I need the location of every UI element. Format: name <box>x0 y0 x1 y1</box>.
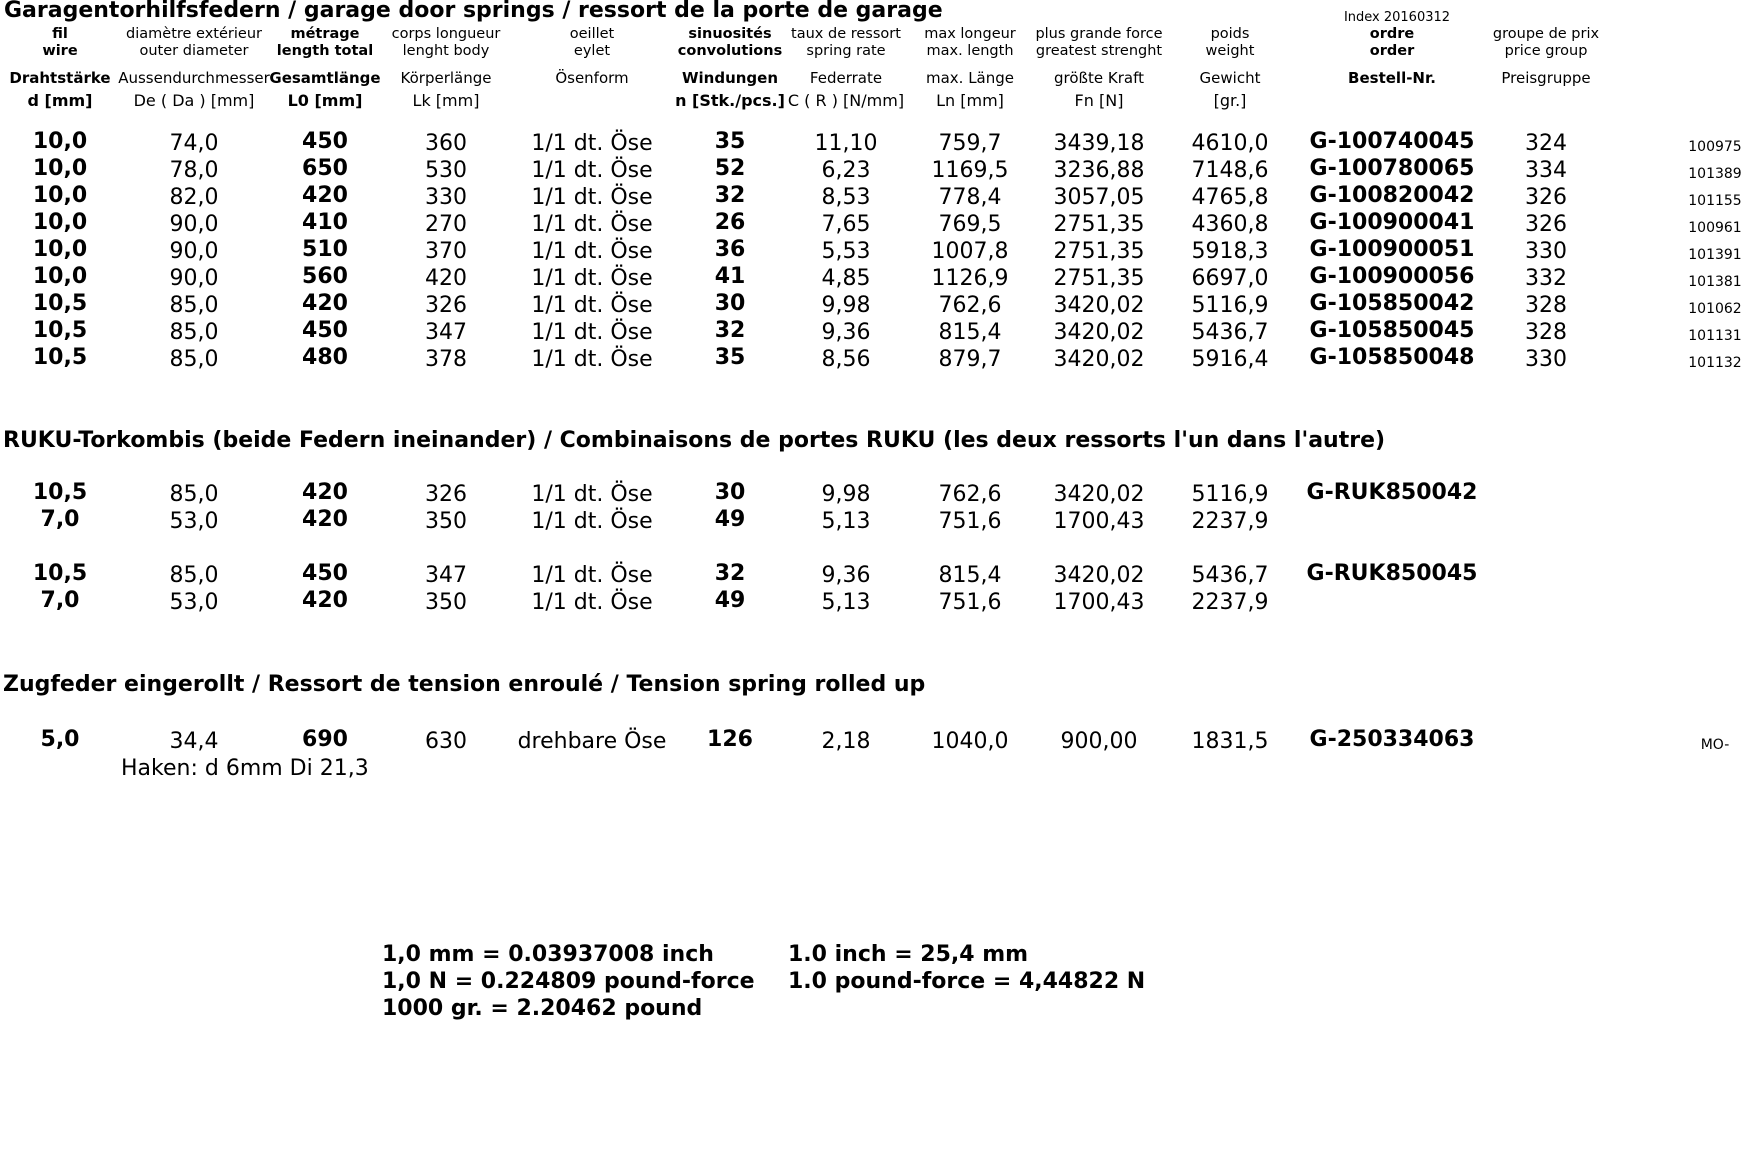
cell-outer: 74,0 <box>169 131 219 156</box>
cell-price: 326 <box>1525 185 1567 210</box>
cell-maxlen: 769,5 <box>938 212 1002 237</box>
cell-weight: 5116,9 <box>1191 293 1269 318</box>
header-length-fr: métrage <box>290 26 360 42</box>
cell-eyelet: 1/1 dt. Öse <box>531 563 653 588</box>
cell-ref: MO- <box>1700 737 1730 753</box>
cell-length: 480 <box>302 345 348 370</box>
cell-outer: 85,0 <box>169 293 219 318</box>
cell-maxlen: 751,6 <box>938 590 1002 615</box>
cell-force: 900,00 <box>1060 729 1138 754</box>
cell-conv: 32 <box>714 183 746 208</box>
cell-maxlen: 1007,8 <box>931 239 1009 264</box>
cell-rate: 5,13 <box>821 590 871 615</box>
cell-maxlen: 1040,0 <box>931 729 1009 754</box>
cell-force: 3420,02 <box>1053 293 1145 318</box>
cell-eyelet: 1/1 dt. Öse <box>531 266 653 291</box>
cell-eyelet: drehbare Öse <box>517 729 667 754</box>
cell-outer: 85,0 <box>169 482 219 507</box>
cell-outer: 82,0 <box>169 185 219 210</box>
cell-wire: 10,5 <box>32 561 88 586</box>
conversions-left <box>382 941 755 1022</box>
header-conv-fr: sinuosités <box>688 26 772 42</box>
cell-price: 332 <box>1525 266 1567 291</box>
header-maxlen-de: max. Länge <box>925 69 1015 87</box>
cell-length: 420 <box>302 291 348 316</box>
cell-weight: 5916,4 <box>1191 347 1269 372</box>
header-outer-unit: De ( Da ) [mm] <box>133 91 255 110</box>
cell-ref: 100961 <box>1688 220 1742 236</box>
header-rate-fr: taux de ressort <box>791 26 901 42</box>
cell-order: G-100740045 <box>1309 129 1475 154</box>
cell-outer: 90,0 <box>169 266 219 291</box>
cell-price: 334 <box>1525 158 1567 183</box>
cell-wire: 10,5 <box>32 480 88 505</box>
cell-outer: 90,0 <box>169 212 219 237</box>
cell-price: 328 <box>1525 320 1567 345</box>
cell-rate: 8,53 <box>821 185 871 210</box>
cell-order: G-RUK850045 <box>1306 561 1478 586</box>
cell-weight: 4360,8 <box>1191 212 1269 237</box>
table-row <box>0 347 1749 374</box>
cell-length: 420 <box>302 183 348 208</box>
cell-order: G-RUK850042 <box>1306 480 1478 505</box>
table-row <box>0 212 1749 239</box>
cell-weight: 5918,3 <box>1191 239 1269 264</box>
cell-force: 3057,05 <box>1053 185 1145 210</box>
table-row <box>0 293 1749 320</box>
cell-price: 330 <box>1525 239 1567 264</box>
table-row <box>0 266 1749 293</box>
cell-length: 560 <box>302 264 348 289</box>
cell-wire: 5,0 <box>40 727 80 752</box>
table-row <box>0 509 1749 536</box>
index-label: Index 20160312 <box>1343 10 1451 25</box>
cell-outer: 78,0 <box>169 158 219 183</box>
cell-rate: 4,85 <box>821 266 871 291</box>
cell-outer: 53,0 <box>169 509 219 534</box>
header-rate-unit: C ( R ) [N/mm] <box>787 91 905 110</box>
cell-weight: 1831,5 <box>1191 729 1269 754</box>
tension-note: Haken: d 6mm Di 21,3 <box>121 756 369 781</box>
cell-body: 270 <box>425 212 467 237</box>
cell-force: 3420,02 <box>1053 320 1145 345</box>
table-row <box>0 563 1749 590</box>
cell-force: 1700,43 <box>1053 509 1145 534</box>
cell-length: 510 <box>302 237 348 262</box>
cell-conv: 36 <box>714 237 746 262</box>
header-wire-fr: fil <box>52 26 68 42</box>
cell-weight: 2237,9 <box>1191 590 1269 615</box>
cell-body: 370 <box>425 239 467 264</box>
cell-rate: 7,65 <box>821 212 871 237</box>
header-body-fr: corps longueur <box>391 26 501 42</box>
cell-maxlen: 778,4 <box>938 185 1002 210</box>
cell-length: 420 <box>302 480 348 505</box>
cell-body: 347 <box>425 320 467 345</box>
cell-rate: 9,36 <box>821 320 871 345</box>
cell-ref: 101155 <box>1688 193 1742 209</box>
cell-rate: 11,10 <box>814 131 878 156</box>
cell-outer: 85,0 <box>169 563 219 588</box>
cell-force: 3420,02 <box>1053 482 1145 507</box>
cell-force: 1700,43 <box>1053 590 1145 615</box>
cell-eyelet: 1/1 dt. Öse <box>531 509 653 534</box>
cell-outer: 53,0 <box>169 590 219 615</box>
header-force-de: größte Kraft <box>1054 69 1144 87</box>
header-rate-de: Federrate <box>809 69 883 87</box>
header-order-de: Bestell-Nr. <box>1348 69 1436 87</box>
cell-body: 420 <box>425 266 467 291</box>
cell-rate: 5,13 <box>821 509 871 534</box>
cell-conv: 30 <box>714 291 746 316</box>
header-force-en: greatest strenght <box>1035 43 1163 59</box>
cell-wire: 7,0 <box>40 588 80 613</box>
cell-conv: 35 <box>714 345 746 370</box>
cell-weight: 4765,8 <box>1191 185 1269 210</box>
cell-maxlen: 815,4 <box>938 320 1002 345</box>
header-eyelet-de: Ösenform <box>555 69 629 87</box>
cell-price: 326 <box>1525 212 1567 237</box>
header-maxlen-fr: max longeur <box>924 26 1016 42</box>
header-maxlen-en: max. length <box>926 43 1014 59</box>
header-length-unit: L0 [mm] <box>287 91 363 110</box>
cell-order: G-105850048 <box>1309 345 1475 370</box>
header-wire-en: wire <box>42 43 78 59</box>
header-eyelet-fr: oeillet <box>569 26 615 42</box>
table-row <box>0 131 1749 158</box>
cell-weight: 7148,6 <box>1191 158 1269 183</box>
cell-conv: 35 <box>714 129 746 154</box>
header-rate-en: spring rate <box>806 43 886 59</box>
cell-force: 3420,02 <box>1053 563 1145 588</box>
cell-conv: 32 <box>714 318 746 343</box>
cell-price: 324 <box>1525 131 1567 156</box>
header-body-unit: Lk [mm] <box>412 91 480 110</box>
cell-body: 350 <box>425 509 467 534</box>
conversion-gr-pound: 1000 gr. = 2.20462 pound <box>382 996 703 1021</box>
header-conv-de: Windungen <box>681 69 779 87</box>
cell-conv: 52 <box>714 156 746 181</box>
cell-outer: 90,0 <box>169 239 219 264</box>
cell-rate: 5,53 <box>821 239 871 264</box>
cell-wire: 7,0 <box>40 507 80 532</box>
table-row <box>0 320 1749 347</box>
cell-conv: 126 <box>707 727 753 752</box>
cell-conv: 49 <box>714 588 746 613</box>
cell-wire: 10,0 <box>32 237 88 262</box>
header-weight-de: Gewicht <box>1199 69 1261 87</box>
header-weight-en: weight <box>1205 43 1255 59</box>
cell-eyelet: 1/1 dt. Öse <box>531 239 653 264</box>
cell-body: 350 <box>425 590 467 615</box>
header-length-de: Gesamtlänge <box>269 69 381 87</box>
cell-order: G-100900041 <box>1309 210 1475 235</box>
cell-maxlen: 762,6 <box>938 293 1002 318</box>
header-weight-unit: [gr.] <box>1213 91 1247 110</box>
cell-wire: 10,0 <box>32 129 88 154</box>
cell-eyelet: 1/1 dt. Öse <box>531 212 653 237</box>
cell-conv: 41 <box>714 264 746 289</box>
cell-body: 630 <box>425 729 467 754</box>
cell-order: G-100780065 <box>1309 156 1475 181</box>
cell-conv: 32 <box>714 561 746 586</box>
table-row <box>0 482 1749 509</box>
table-row <box>0 239 1749 266</box>
cell-order: G-250334063 <box>1309 727 1475 752</box>
header-outer-de: Aussendurchmesser <box>118 69 270 87</box>
cell-eyelet: 1/1 dt. Öse <box>531 482 653 507</box>
header-price-fr: groupe de prix <box>1492 26 1600 42</box>
cell-ref: 100975 <box>1688 139 1742 155</box>
cell-ref: 101062 <box>1688 301 1742 317</box>
cell-rate: 9,36 <box>821 563 871 588</box>
cell-weight: 5436,7 <box>1191 563 1269 588</box>
cell-rate: 9,98 <box>821 293 871 318</box>
cell-ref: 101389 <box>1688 166 1742 182</box>
cell-rate: 8,56 <box>821 347 871 372</box>
page-title: Garagentorhilfsfedern / garage door springs / ressort de la porte de garage <box>4 0 943 23</box>
cell-conv: 49 <box>714 507 746 532</box>
cell-wire: 10,0 <box>32 264 88 289</box>
conversions-right <box>788 941 1145 995</box>
cell-body: 326 <box>425 482 467 507</box>
header-order-en: order <box>1369 43 1415 59</box>
cell-outer: 85,0 <box>169 320 219 345</box>
header-force-unit: Fn [N] <box>1074 91 1124 110</box>
cell-ref: 101381 <box>1688 274 1742 290</box>
cell-eyelet: 1/1 dt. Öse <box>531 293 653 318</box>
header-weight-fr: poids <box>1210 26 1250 42</box>
cell-wire: 10,5 <box>32 345 88 370</box>
cell-maxlen: 1169,5 <box>931 158 1009 183</box>
cell-order: G-105850042 <box>1309 291 1475 316</box>
cell-rate: 9,98 <box>821 482 871 507</box>
cell-eyelet: 1/1 dt. Öse <box>531 131 653 156</box>
cell-eyelet: 1/1 dt. Öse <box>531 158 653 183</box>
cell-wire: 10,5 <box>32 318 88 343</box>
cell-price: 330 <box>1525 347 1567 372</box>
cell-body: 360 <box>425 131 467 156</box>
cell-force: 2751,35 <box>1053 212 1145 237</box>
cell-force: 2751,35 <box>1053 239 1145 264</box>
cell-weight: 5116,9 <box>1191 482 1269 507</box>
cell-maxlen: 879,7 <box>938 347 1002 372</box>
cell-rate: 2,18 <box>821 729 871 754</box>
cell-ref: 101131 <box>1688 328 1742 344</box>
table-row <box>0 158 1749 185</box>
cell-ref: 101391 <box>1688 247 1742 263</box>
cell-length: 450 <box>302 318 348 343</box>
cell-weight: 4610,0 <box>1191 131 1269 156</box>
header-outer-en: outer diameter <box>139 43 249 59</box>
cell-wire: 10,0 <box>32 156 88 181</box>
cell-order: G-100900056 <box>1309 264 1475 289</box>
table-row <box>0 590 1749 617</box>
cell-length: 420 <box>302 507 348 532</box>
cell-outer: 34,4 <box>169 729 219 754</box>
cell-wire: 10,0 <box>32 210 88 235</box>
cell-eyelet: 1/1 dt. Öse <box>531 347 653 372</box>
header-body-en: lenght body <box>402 43 490 59</box>
cell-body: 530 <box>425 158 467 183</box>
conversion-lbf-n: 1.0 pound-force = 4,44822 N <box>788 969 1146 994</box>
header-eyelet-en: eylet <box>573 43 611 59</box>
cell-wire: 10,0 <box>32 183 88 208</box>
cell-length: 450 <box>302 561 348 586</box>
header-force-fr: plus grande force <box>1035 26 1163 42</box>
tension-section-title: Zugfeder eingerollt / Ressort de tension enroulé / Tension spring rolled up <box>3 672 926 697</box>
cell-weight: 5436,7 <box>1191 320 1269 345</box>
cell-length: 410 <box>302 210 348 235</box>
cell-rate: 6,23 <box>821 158 871 183</box>
cell-ref: 101132 <box>1688 355 1742 371</box>
header-wire-de: Drahtstärke <box>9 69 111 87</box>
cell-order: G-100820042 <box>1309 183 1475 208</box>
cell-length: 450 <box>302 129 348 154</box>
cell-maxlen: 815,4 <box>938 563 1002 588</box>
conversion-inch-mm: 1.0 inch = 25,4 mm <box>788 942 1029 967</box>
header-outer-fr: diamètre extérieur <box>126 26 262 42</box>
header-price-de: Preisgruppe <box>1501 69 1591 87</box>
cell-body: 378 <box>425 347 467 372</box>
header-body-de: Körperlänge <box>400 69 492 87</box>
conversion-n-lbf: 1,0 N = 0.224809 pound-force <box>382 969 755 994</box>
header-wire-unit: d [mm] <box>27 91 93 110</box>
cell-force: 3420,02 <box>1053 347 1145 372</box>
cell-eyelet: 1/1 dt. Öse <box>531 590 653 615</box>
cell-order: G-105850045 <box>1309 318 1475 343</box>
cell-weight: 2237,9 <box>1191 509 1269 534</box>
header-price-en: price group <box>1504 43 1588 59</box>
cell-length: 420 <box>302 588 348 613</box>
cell-wire: 10,5 <box>32 291 88 316</box>
cell-maxlen: 751,6 <box>938 509 1002 534</box>
table-row <box>0 729 1749 756</box>
table-row <box>0 185 1749 212</box>
header-length-en: length total <box>276 43 374 59</box>
cell-order: G-100900051 <box>1309 237 1475 262</box>
header-conv-unit: n [Stk./pcs.] <box>675 91 785 110</box>
cell-maxlen: 762,6 <box>938 482 1002 507</box>
cell-eyelet: 1/1 dt. Öse <box>531 320 653 345</box>
cell-outer: 85,0 <box>169 347 219 372</box>
header-conv-en: convolutions <box>677 43 783 59</box>
cell-body: 347 <box>425 563 467 588</box>
cell-force: 2751,35 <box>1053 266 1145 291</box>
cell-weight: 6697,0 <box>1191 266 1269 291</box>
cell-price: 328 <box>1525 293 1567 318</box>
cell-maxlen: 759,7 <box>938 131 1002 156</box>
cell-force: 3236,88 <box>1053 158 1145 183</box>
cell-length: 650 <box>302 156 348 181</box>
cell-force: 3439,18 <box>1053 131 1145 156</box>
header-maxlen-unit: Ln [mm] <box>936 91 1004 110</box>
cell-conv: 26 <box>714 210 746 235</box>
conversion-mm-inch: 1,0 mm = 0.03937008 inch <box>382 942 714 967</box>
ruku-section-title: RUKU-Torkombis (beide Federn ineinander) / Combinaisons de portes RUKU (les deux ressorts l'un dans l'autre) <box>3 428 1386 453</box>
cell-eyelet: 1/1 dt. Öse <box>531 185 653 210</box>
cell-body: 326 <box>425 293 467 318</box>
cell-maxlen: 1126,9 <box>931 266 1009 291</box>
cell-length: 690 <box>302 727 348 752</box>
cell-conv: 30 <box>714 480 746 505</box>
header-order-fr: ordre <box>1369 26 1415 42</box>
cell-body: 330 <box>425 185 467 210</box>
